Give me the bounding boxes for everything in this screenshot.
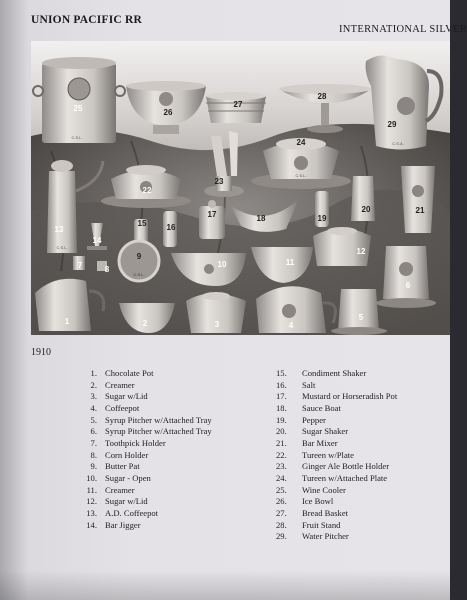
label-22: 22 — [142, 186, 152, 195]
label-12: 12 — [356, 247, 366, 256]
legend-item: 15. Condiment Shaker — [276, 368, 367, 378]
wine-cooler — [33, 57, 125, 143]
legend-item: 17. Mustard or Horseradish Pot — [276, 391, 398, 402]
legend-item: 27. Bread Basket — [276, 507, 349, 518]
label-23: 23 — [214, 177, 224, 186]
legend-item: 9. Butter Pat — [90, 461, 140, 472]
legend-item: 19. Pepper — [276, 414, 326, 425]
legend-item: 14. Bar Jigger — [86, 519, 141, 530]
label-9: 9 — [136, 252, 142, 261]
legend-item: 7. Toothpick Holder — [90, 437, 166, 448]
legend-item: 16. Salt — [276, 379, 316, 390]
label-5: 5 — [358, 313, 364, 322]
legend-item: 10. Sugar - Open — [86, 472, 151, 483]
legend-item: 23. Ginger Ale Bottle Holder — [276, 461, 390, 472]
legend-item: 1. Chocolate Pot — [90, 368, 154, 378]
legend-item: 5. Syrup Pitcher w/Attached Tray — [90, 414, 212, 425]
svg-text:C.S.A.: C.S.A. — [392, 141, 404, 146]
label-19: 19 — [317, 214, 327, 223]
legend-item: 13. A.D. Coffeepot — [86, 507, 159, 518]
photo-year: 1910 — [31, 347, 51, 358]
legend-item: 28. Fruit Stand — [276, 519, 341, 530]
railroad-name: UNION PACIFIC RR — [31, 14, 142, 26]
legend-item: 6. Syrup Pitcher w/Attached Tray — [90, 426, 212, 437]
svg-text:C.S.L.: C.S.L. — [56, 245, 68, 250]
legend-item: 29. Water Pitcher — [276, 531, 349, 542]
svg-text:C.S.L.: C.S.L. — [133, 272, 145, 277]
legend-item: 11. Creamer — [86, 484, 135, 495]
label-2: 2 — [142, 319, 148, 328]
page-bottom-shadow — [0, 570, 450, 600]
legend-item: 25. Wine Cooler — [276, 484, 346, 495]
label-14: 14 — [92, 236, 102, 245]
legend-item: 3. Sugar w/Lid — [90, 391, 148, 402]
legend-item: 2. Creamer — [90, 379, 135, 390]
label-1: 1 — [64, 317, 70, 326]
label-13: 13 — [54, 225, 64, 234]
label-10: 10 — [217, 260, 227, 269]
legend-item: 20. Sugar Shaker — [276, 426, 349, 437]
label-20: 20 — [361, 205, 371, 214]
bar-mixer — [401, 166, 435, 233]
label-18: 18 — [256, 214, 266, 223]
svg-text:C.S.L.: C.S.L. — [71, 135, 83, 140]
legend-item: 8. Corn Holder — [90, 449, 149, 460]
label-28: 28 — [317, 92, 327, 101]
label-29: 29 — [387, 120, 397, 129]
legend-item: 24. Tureen w/Attached Plate — [276, 472, 388, 483]
legend-item: 12. Sugar w/Lid — [86, 496, 148, 507]
legend-item: 22. Tureen w/Plate — [276, 449, 354, 460]
label-26: 26 — [163, 108, 173, 117]
label-4: 4 — [288, 321, 294, 330]
page-gutter-shadow — [0, 0, 28, 600]
legend-item: 26. Ice Bowl — [276, 496, 334, 507]
label-6: 6 — [405, 281, 411, 290]
label-8: 8 — [104, 265, 110, 274]
label-3: 3 — [214, 320, 220, 329]
svg-text:C.S.L.: C.S.L. — [295, 173, 307, 178]
label-15: 15 — [137, 219, 147, 228]
legend-left-column — [72, 368, 262, 531]
manufacturer-name: INTERNATIONAL SILVER — [339, 24, 467, 35]
label-27: 27 — [233, 100, 243, 109]
label-25: 25 — [73, 104, 83, 113]
butter-pat — [119, 241, 159, 281]
label-11: 11 — [285, 258, 295, 267]
label-7: 7 — [77, 261, 83, 270]
silverware-photograph — [31, 41, 450, 335]
legend-right-column — [276, 368, 446, 543]
legend-item: 18. Sauce Boat — [276, 402, 341, 413]
legend-item: 4. Coffeepot — [90, 402, 140, 413]
sugar-shaker — [351, 176, 375, 221]
label-17: 17 — [207, 210, 217, 219]
label-24: 24 — [296, 138, 306, 147]
label-16: 16 — [166, 223, 176, 232]
label-21: 21 — [415, 206, 425, 215]
legend-item: 21. Bar Mixer — [276, 437, 338, 448]
